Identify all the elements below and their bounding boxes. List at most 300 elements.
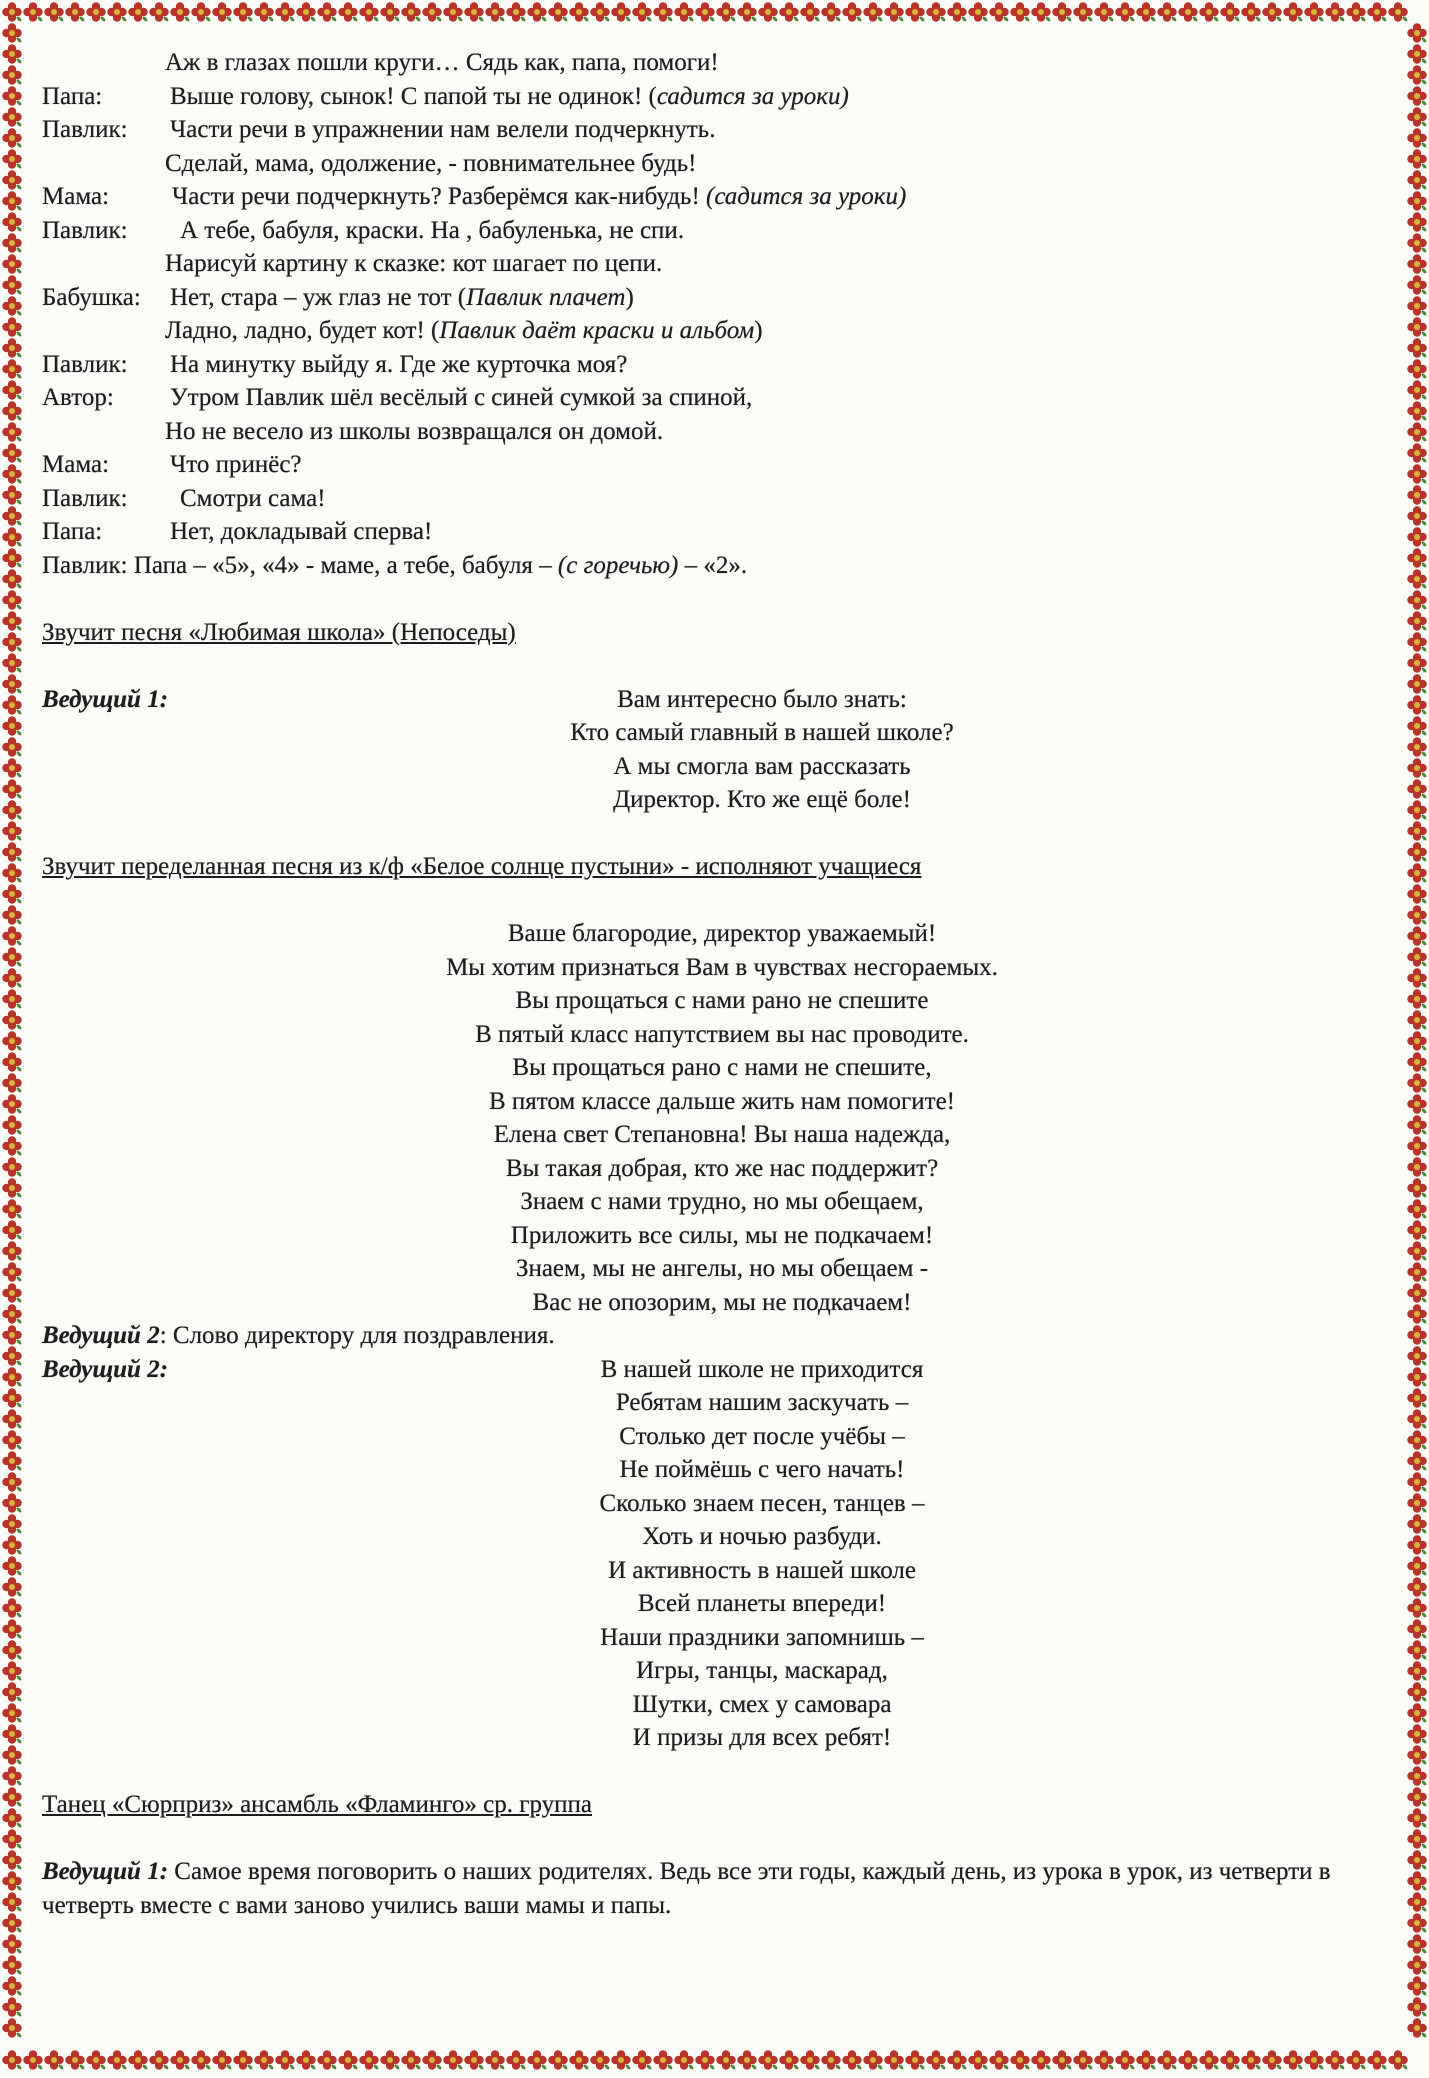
line-text: Смотри сама! xyxy=(180,484,326,512)
flower-ornament xyxy=(2,1367,22,1387)
flower-ornament xyxy=(800,2,820,22)
stage-direction: (с горечью) xyxy=(557,551,679,579)
flower-ornament xyxy=(44,2,64,22)
flower-ornament xyxy=(548,2050,568,2070)
flower-ornament xyxy=(632,2050,652,2070)
flower-ornament xyxy=(1407,1031,1427,1051)
dialogue-line xyxy=(42,147,1392,181)
flower-ornament xyxy=(296,2050,316,2070)
flower-ornament xyxy=(1407,842,1427,862)
flower-ornament xyxy=(1407,611,1427,631)
speaker-label: Ведущий 2 xyxy=(42,1322,160,1349)
flower-ornament xyxy=(2,1199,22,1219)
flower-ornament xyxy=(695,2,715,22)
dialogue-line xyxy=(42,80,1392,114)
flower-ornament xyxy=(1388,2050,1408,2070)
line-text: Части речи в упражнении нам велели подчеркнуть. xyxy=(170,116,716,143)
flower-ornament xyxy=(611,2,631,22)
flower-ornament xyxy=(1407,632,1427,652)
flower-ornament xyxy=(1407,1199,1427,1219)
flower-ornament xyxy=(1407,338,1427,358)
flower-ornament xyxy=(86,2,106,22)
flower-ornament xyxy=(947,2,967,22)
flower-ornament xyxy=(1407,506,1427,526)
flower-ornament xyxy=(2,1031,22,1051)
flower-ornament xyxy=(2,590,22,610)
flower-ornament xyxy=(1052,2,1072,22)
flower-ornament xyxy=(23,2,43,22)
flower-ornament xyxy=(2,821,22,841)
flower-ornament xyxy=(1407,1304,1427,1324)
flower-ornament xyxy=(2,1850,22,1870)
flower-ornament xyxy=(2,758,22,778)
lyric-line: Вы такая добрая, кто же нас поддержит? xyxy=(505,1154,939,1182)
flower-ornament xyxy=(170,2,190,22)
flower-ornament xyxy=(1407,1388,1427,1408)
flower-ornament xyxy=(1407,1661,1427,1681)
flower-ornament xyxy=(1407,212,1427,232)
flower-ornament xyxy=(737,2050,757,2070)
flower-ornament xyxy=(2,485,22,505)
flower-ornament xyxy=(968,2,988,22)
paragraph-text: Самое время поговорить о наших родителях. Ведь все эти годы, каждый день, из урока в урок, из четверти в четверть вместе с вами заново учились ваши мамы и папы. xyxy=(42,1858,1331,1919)
verse-line: Наши праздники запомнишь – xyxy=(600,1623,924,1651)
verse-line: Ребятам нашим заскучать – xyxy=(615,1389,909,1416)
flower-ornament xyxy=(1407,107,1427,127)
verse-line: А мы смогла вам рассказать xyxy=(613,752,911,780)
flower-ornament xyxy=(989,2,1009,22)
flower-ornament xyxy=(2,149,22,169)
line-text: А тебе, бабуля, краски. На , бабуленька, не спи. xyxy=(180,216,685,244)
flower-ornament xyxy=(65,2050,85,2070)
dialogue-line xyxy=(42,281,1392,315)
dialogue-line xyxy=(42,381,1392,415)
flower-ornament xyxy=(2,611,22,631)
flower-ornament xyxy=(1407,1892,1427,1912)
flower-ornament xyxy=(380,2050,400,2070)
flower-ornament xyxy=(149,2050,169,2070)
song-lyrics xyxy=(42,917,1392,1319)
flower-ornament xyxy=(2,23,22,43)
flower-ornament xyxy=(2,1745,22,1765)
flower-ornament xyxy=(2,884,22,904)
flower-ornament xyxy=(2,695,22,715)
flower-ornament xyxy=(1407,695,1427,715)
lyric-line: Елена свет Степановна! Вы наша надежда, xyxy=(493,1121,951,1148)
flower-ornament xyxy=(1262,2050,1282,2070)
flower-ornament xyxy=(800,2050,820,2070)
flower-ornament xyxy=(926,2,946,22)
flower-ornament xyxy=(569,2,589,22)
flower-ornament xyxy=(2,359,22,379)
dialogue-line xyxy=(42,314,1392,348)
flower-ornament xyxy=(2,1514,22,1534)
flower-ornament xyxy=(191,2,211,22)
flower-ornament xyxy=(2,674,22,694)
verse-line: Не поймёшь с чего начать! xyxy=(619,1456,905,1483)
flower-ornament xyxy=(1407,149,1427,169)
flower-ornament xyxy=(1407,1724,1427,1744)
flower-ornament xyxy=(1407,1451,1427,1471)
flower-ornament xyxy=(191,2050,211,2070)
flower-ornament xyxy=(464,2050,484,2070)
line-text: Нет, стара – уж глаз не тот (Павлик плачет) xyxy=(170,283,634,311)
flower-ornament xyxy=(2,1871,22,1891)
flower-ornament xyxy=(1407,1094,1427,1114)
closing-paragraph xyxy=(42,1855,1392,1922)
verse-line: Всей планеты впереди! xyxy=(637,1590,887,1617)
flower-ornament xyxy=(212,2050,232,2070)
flower-ornament xyxy=(1407,989,1427,1009)
flower-ornament xyxy=(1407,1346,1427,1366)
presenter2-intro xyxy=(42,1319,1392,1353)
flower-ornament xyxy=(2,2050,22,2070)
flower-ornament xyxy=(1407,590,1427,610)
flower-ornament xyxy=(695,2050,715,2070)
dialogue-line xyxy=(42,515,1392,549)
flower-ornament xyxy=(401,2050,421,2070)
flower-ornament xyxy=(1136,2,1156,22)
flower-ornament xyxy=(464,2,484,22)
flower-ornament xyxy=(1052,2050,1072,2070)
flower-ornament xyxy=(2,107,22,127)
flower-ornament xyxy=(2,1787,22,1807)
flower-ornament xyxy=(1407,1766,1427,1786)
flower-ornament xyxy=(1407,2018,1427,2038)
flower-ornament xyxy=(338,2050,358,2070)
verse-line: Сколько знаем песен, танцев – xyxy=(599,1489,925,1517)
dialogue-line xyxy=(42,448,1392,482)
flower-ornament xyxy=(1407,128,1427,148)
flower-ornament xyxy=(1241,2050,1261,2070)
line-text: Нарисуй картину к сказке: кот шагает по цепи. xyxy=(165,250,663,277)
flower-ornament xyxy=(1407,485,1427,505)
speaker-label: Павлик: xyxy=(42,216,128,244)
flower-ornament xyxy=(2,1556,22,1576)
flower-ornament xyxy=(1407,737,1427,757)
flower-ornament xyxy=(2,1073,22,1093)
flower-ornament xyxy=(1407,779,1427,799)
line-text: Павлик: Папа – «5», «4» - маме, а тебе, бабуля – (с горечью) – «2». xyxy=(42,551,748,579)
section-heading: Звучит песня «Любимая школа» (Непоседы) xyxy=(42,618,516,646)
verse-line: И активность в нашей школе xyxy=(608,1556,916,1584)
flower-ornament xyxy=(2,968,22,988)
flower-ornament xyxy=(1407,1619,1427,1639)
flower-ornament xyxy=(1304,2,1324,22)
speaker-label: Бабушка: xyxy=(42,283,141,311)
line-text: Что принёс? xyxy=(170,451,302,478)
flower-ornament xyxy=(863,2,883,22)
flower-ornament xyxy=(548,2,568,22)
flower-ornament xyxy=(338,2,358,22)
flower-ornament xyxy=(1178,2050,1198,2070)
flower-ornament xyxy=(2,548,22,568)
flower-ornament xyxy=(170,2050,190,2070)
verse-line: Шутки, смех у самовара xyxy=(632,1690,892,1718)
flower-ornament xyxy=(2,1136,22,1156)
flower-ornament xyxy=(2,737,22,757)
flower-ornament xyxy=(611,2050,631,2070)
flower-ornament xyxy=(296,2,316,22)
flower-ornament xyxy=(2,44,22,64)
flower-ornament xyxy=(1407,191,1427,211)
flower-ornament xyxy=(1199,2,1219,22)
flower-ornament xyxy=(1407,443,1427,463)
flower-ornament xyxy=(905,2,925,22)
dialogue-line xyxy=(42,348,1392,382)
flower-ornament xyxy=(1407,1808,1427,1828)
flower-ornament xyxy=(2,422,22,442)
stage-direction: Павлик плачет xyxy=(466,283,626,311)
flower-ornament xyxy=(1115,2,1135,22)
flower-ornament xyxy=(1407,1682,1427,1702)
flower-ornament xyxy=(1407,821,1427,841)
flower-ornament xyxy=(1407,1241,1427,1261)
flower-ornament xyxy=(359,2050,379,2070)
flower-ornament xyxy=(1407,1136,1427,1156)
flower-ornament xyxy=(905,2050,925,2070)
flower-ornament xyxy=(2,1703,22,1723)
flower-ornament xyxy=(1241,2,1261,22)
flower-ornament xyxy=(758,2050,778,2070)
flower-ornament xyxy=(2,401,22,421)
flower-ornament xyxy=(1407,1703,1427,1723)
dialogue-line xyxy=(42,46,1392,80)
flower-ornament xyxy=(1407,758,1427,778)
flower-ornament xyxy=(2,1451,22,1471)
flower-ornament xyxy=(1407,464,1427,484)
flower-ornament xyxy=(1407,1955,1427,1975)
flower-ornament xyxy=(149,2,169,22)
flower-ornament xyxy=(2,1220,22,1240)
lyric-line: Вас не опозорим, мы не подкачаем! xyxy=(532,1288,912,1316)
flower-ornament xyxy=(2,170,22,190)
lyric-line: Ваше благородие, директор уважаемый! xyxy=(507,920,937,947)
flower-ornament xyxy=(212,2,232,22)
lyric-line: Знаем с нами трудно, но мы обещаем, xyxy=(520,1188,924,1215)
flower-ornament xyxy=(674,2050,694,2070)
speaker-label: Ведущий 1: xyxy=(42,685,169,713)
line-text: На минутку выйду я. Где же курточка моя? xyxy=(170,350,628,378)
flower-ornament xyxy=(1407,422,1427,442)
flower-ornament xyxy=(947,2050,967,2070)
speaker-label: Папа: xyxy=(42,82,103,110)
flower-ornament xyxy=(1407,359,1427,379)
flower-ornament xyxy=(779,2050,799,2070)
flower-ornament xyxy=(1157,2,1177,22)
flower-ornament xyxy=(2,1682,22,1702)
flower-ornament xyxy=(1407,170,1427,190)
flower-ornament xyxy=(317,2050,337,2070)
dialogue-line xyxy=(42,214,1392,248)
flower-ornament xyxy=(527,2050,547,2070)
flower-ornament xyxy=(2,1115,22,1135)
flower-ornament xyxy=(716,2,736,22)
flower-ornament xyxy=(485,2,505,22)
flower-ornament xyxy=(1407,1787,1427,1807)
speaker-label: Папа: xyxy=(42,518,103,545)
flower-ornament xyxy=(2,1829,22,1849)
flower-ornament xyxy=(233,2050,253,2070)
verse-line: В нашей школе не приходится xyxy=(600,1355,924,1383)
flower-ornament xyxy=(2,1157,22,1177)
section-heading: Звучит переделанная песня из к/ф «Белое солнце пустыни» - исполняют учащиеся xyxy=(42,853,922,880)
flower-ornament xyxy=(1407,275,1427,295)
flower-ornament xyxy=(2,1052,22,1072)
flower-ornament xyxy=(590,2050,610,2070)
flower-ornament xyxy=(1407,1367,1427,1387)
flower-ornament xyxy=(1010,2050,1030,2070)
flower-ornament xyxy=(527,2,547,22)
speaker-label: Мама: xyxy=(42,451,110,478)
flower-ornament xyxy=(1407,1472,1427,1492)
flower-ornament xyxy=(506,2050,526,2070)
flower-ornament xyxy=(1304,2050,1324,2070)
flower-ornament xyxy=(1407,1409,1427,1429)
flower-ornament xyxy=(1136,2050,1156,2070)
flower-ornament xyxy=(1407,1745,1427,1765)
flower-ornament xyxy=(2,1493,22,1513)
flower-ornament xyxy=(1407,674,1427,694)
flower-ornament xyxy=(2,254,22,274)
dialogue-line xyxy=(42,247,1392,281)
flower-ornament xyxy=(590,2,610,22)
flower-ornament xyxy=(2,1304,22,1324)
lyric-line: Вы прощаться с нами рано не спешите xyxy=(515,987,929,1014)
flower-ornament xyxy=(44,2050,64,2070)
dialogue-line xyxy=(42,180,1392,214)
flower-ornament xyxy=(2,947,22,967)
flower-ornament xyxy=(2,380,22,400)
flower-ornament xyxy=(2,1262,22,1282)
flower-ornament xyxy=(1073,2,1093,22)
verse-line: И призы для всех ребят! xyxy=(632,1724,892,1751)
line-text: Выше голову, сынок! С папой ты не одинок! (садится за уроки) xyxy=(170,82,849,110)
flower-ornament xyxy=(506,2,526,22)
flower-ornament xyxy=(23,2050,43,2070)
lyric-line: Знаем, мы не ангелы, но мы обещаем - xyxy=(515,1255,929,1282)
flower-ornament xyxy=(1407,926,1427,946)
flower-ornament xyxy=(2,1955,22,1975)
flower-ornament xyxy=(1407,884,1427,904)
verse-line: Директор. Кто же ещё боле! xyxy=(613,786,911,813)
flower-ornament xyxy=(2,716,22,736)
flower-ornament xyxy=(2,443,22,463)
dialogue-line xyxy=(42,415,1392,449)
flower-ornament xyxy=(1407,254,1427,274)
speaker-label: Ведущий 1: xyxy=(42,1858,169,1885)
flower-ornament xyxy=(1407,527,1427,547)
flower-ornament xyxy=(926,2050,946,2070)
flower-ornament xyxy=(2,317,22,337)
verse-line: Столько дет после учёбы – xyxy=(619,1422,905,1450)
stage-direction: Павлик даёт краски и альбом xyxy=(439,317,755,344)
flower-ornament xyxy=(1367,2050,1387,2070)
flower-ornament xyxy=(1388,2,1408,22)
flower-ornament xyxy=(1407,1052,1427,1072)
flower-ornament xyxy=(1031,2,1051,22)
scene-dialogue xyxy=(42,46,1392,582)
flower-ornament xyxy=(1407,1535,1427,1555)
flower-ornament xyxy=(1407,1976,1427,1996)
flower-ornament xyxy=(1010,2,1030,22)
flower-ornament xyxy=(2,1598,22,1618)
flower-ornament xyxy=(1407,653,1427,673)
flower-ornament xyxy=(1407,1577,1427,1597)
flower-ornament xyxy=(1073,2050,1093,2070)
flower-ornament xyxy=(2,2,22,22)
flower-ornament xyxy=(107,2,127,22)
flower-ornament xyxy=(2,1325,22,1345)
flower-ornament xyxy=(2,1241,22,1261)
flower-ornament xyxy=(1407,1157,1427,1177)
line-text: Сделай, мама, одолжение, - повнимательнее будь! xyxy=(165,149,697,177)
flower-ornament xyxy=(107,2050,127,2070)
flower-ornament xyxy=(2,1178,22,1198)
flower-ornament xyxy=(1407,947,1427,967)
line-text: Ладно, ладно, будет кот! (Павлик даёт краски и альбом) xyxy=(165,317,763,344)
lyric-line: Приложить все силы, мы не подкачаем! xyxy=(510,1221,934,1249)
flower-ornament xyxy=(2,1535,22,1555)
flower-ornament xyxy=(2,128,22,148)
flower-ornament xyxy=(2,86,22,106)
flower-ornament xyxy=(65,2,85,22)
flower-ornament xyxy=(2,1766,22,1786)
flower-ornament xyxy=(1407,548,1427,568)
flower-ornament xyxy=(128,2050,148,2070)
speaker-label: Мама: xyxy=(42,183,110,210)
lyric-line: В пятый класс напутствием вы нас проводите. xyxy=(475,1020,969,1048)
flower-ornament xyxy=(401,2,421,22)
flower-ornament xyxy=(2,632,22,652)
flower-ornament xyxy=(422,2050,442,2070)
flower-ornament xyxy=(1407,1325,1427,1345)
flower-ornament xyxy=(86,2050,106,2070)
flower-ornament xyxy=(2,1892,22,1912)
flower-ornament xyxy=(2,800,22,820)
flower-ornament xyxy=(2,989,22,1009)
flower-ornament xyxy=(737,2,757,22)
flower-ornament xyxy=(2,1640,22,1660)
flower-ornament xyxy=(1199,2050,1219,2070)
speaker-label: Павлик: xyxy=(42,350,128,378)
flower-ornament xyxy=(2,191,22,211)
flower-ornament xyxy=(2,1577,22,1597)
flower-ornament xyxy=(1325,2050,1345,2070)
flower-ornament xyxy=(1407,233,1427,253)
flower-ornament xyxy=(1220,2050,1240,2070)
dialogue-line xyxy=(42,482,1392,516)
flower-ornament xyxy=(632,2,652,22)
flower-ornament xyxy=(2,2018,22,2038)
flower-ornament xyxy=(1407,1598,1427,1618)
flower-ornament xyxy=(1407,1283,1427,1303)
lyric-line: В пятом классе дальше жить нам помогите! xyxy=(488,1087,956,1115)
flower-ornament xyxy=(2,1346,22,1366)
document-page xyxy=(42,46,1392,1922)
flower-ornament xyxy=(1407,1640,1427,1660)
flower-ornament xyxy=(1325,2,1345,22)
flower-ornament xyxy=(422,2,442,22)
flower-ornament xyxy=(653,2050,673,2070)
flower-ornament xyxy=(1407,968,1427,988)
flower-ornament xyxy=(2,464,22,484)
flower-ornament xyxy=(1407,863,1427,883)
flower-ornament xyxy=(2,1724,22,1744)
flower-ornament xyxy=(1407,800,1427,820)
flower-ornament xyxy=(842,2,862,22)
verse-line: Вам интересно было знать: xyxy=(617,685,907,713)
